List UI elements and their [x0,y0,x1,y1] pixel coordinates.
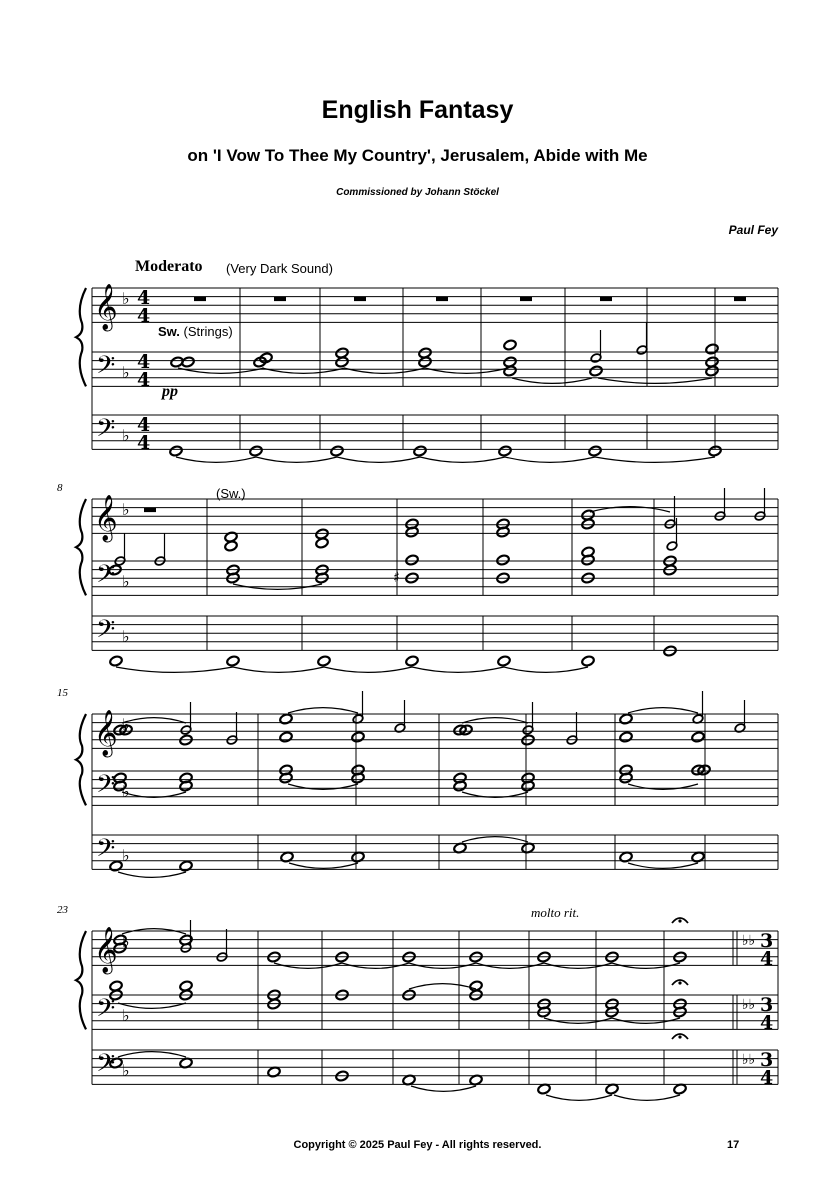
whole-note [351,731,365,743]
key-flat: ♭ [122,500,130,519]
whole-note [169,445,183,457]
whole-note [469,980,483,992]
brace [76,931,86,1029]
whole-note [179,860,193,872]
key-flats: ♭♭ [742,933,756,949]
tie [337,457,420,462]
whole-note [259,352,273,364]
whole-note [496,554,510,566]
bass-clef: 𝄢 [96,994,116,1029]
ritardando-marking: molto rit. [531,905,580,920]
whole-note [497,655,511,667]
whole-note [581,518,595,530]
time-signature-lower: 4 [760,948,774,970]
bass-clef: 𝄢 [96,615,116,650]
tie [512,378,592,383]
fermata-dot [678,981,681,984]
time-signature-upper: 4 [137,287,151,309]
key-flat: ♭ [122,363,130,382]
tie [233,667,324,672]
key-flat: ♭ [122,932,130,951]
whole-note [315,537,329,549]
whole-note [503,365,517,377]
whole-note [335,356,349,368]
measure-number: 8 [57,482,63,494]
registration-manual: Sw. [158,324,180,339]
whole-note [498,445,512,457]
key-flat: ♭ [122,846,130,865]
bass-clef: 𝄢 [96,1049,116,1084]
whole-note [279,713,293,725]
key-flat: ♭ [122,1006,130,1025]
time-signature-lower: 4 [760,1067,774,1089]
time-signature-lower: 4 [137,305,151,327]
tie [118,1052,186,1057]
key-flats: ♭♭ [742,1052,756,1068]
whole-note [619,731,633,743]
whole-note [619,713,633,725]
fermata-dot [678,919,681,922]
whole-rest [354,297,366,302]
tie [411,1086,476,1091]
key-flat: ♭ [122,572,130,591]
tie [409,984,476,989]
key-flat: ♭ [122,426,130,445]
measure-number: 15 [57,687,68,699]
treble-clef: 𝄞 [94,284,118,330]
whole-rest [436,297,448,302]
time-signature-upper: 3 [760,930,774,952]
tie [176,457,256,462]
tie [614,1095,680,1100]
treble-clef: 𝄞 [94,710,118,756]
key-flat: ♭ [122,782,130,801]
brace [76,288,86,386]
time-signature-lower: 4 [137,432,151,454]
tie [628,863,698,868]
registration-stop: (Strings) [183,324,233,339]
whole-note [581,655,595,667]
brace [76,714,86,805]
tie [118,872,186,877]
time-signature-upper: 3 [760,1049,774,1071]
whole-note [705,365,719,377]
tie [289,863,358,868]
tie [412,667,504,672]
tie [598,378,712,383]
tie [546,1095,612,1100]
whole-note [405,655,419,667]
whole-rest [734,297,746,302]
time-signature-lower: 4 [760,1012,774,1034]
whole-note [663,645,677,657]
commission-note: Commissioned by Johann Stöckel [336,187,499,198]
composer-name: Paul Fey [728,223,778,237]
whole-note [705,343,719,355]
whole-note [691,731,705,743]
tie [116,667,233,672]
whole-rest [600,297,612,302]
whole-note [317,655,331,667]
whole-note [503,339,517,351]
bass-clef: 𝄢 [96,834,116,869]
whole-note [330,445,344,457]
tie [256,457,337,462]
whole-note [224,540,238,552]
fermata-dot [678,1035,681,1038]
whole-note [226,655,240,667]
whole-note [708,445,722,457]
page-number: 17 [727,1139,740,1151]
whole-rest [194,297,206,302]
tie [505,457,595,462]
bass-clef: 𝄢 [96,560,116,595]
tie [504,667,588,672]
key-flats: ♭♭ [742,997,756,1013]
tie [595,457,715,462]
whole-note [589,365,603,377]
whole-note [109,655,123,667]
measure-number: 23 [57,904,68,916]
time-signature-upper: 4 [137,414,151,436]
tie [288,708,358,713]
whole-note [181,356,195,368]
treble-clef: 𝄞 [94,495,118,541]
whole-note [249,445,263,457]
whole-note [405,554,419,566]
bass-clef: 𝄢 [96,770,116,805]
dynamic-marking: pp [162,383,178,400]
tie [462,837,528,842]
bass-clef: 𝄢 [96,414,116,449]
whole-rest [520,297,532,302]
time-signature-upper: 4 [137,351,151,373]
time-signature-lower: 4 [137,369,151,391]
whole-rest [144,508,156,512]
whole-note [279,731,293,743]
registration-repeat: (Sw.) [216,486,246,501]
tie [420,457,505,462]
copyright-notice: Copyright © 2025 Paul Fey - All rights reserved. [293,1139,542,1151]
page-title: English Fantasy [321,96,514,124]
time-signature-upper: 3 [760,994,774,1016]
key-flat: ♭ [122,289,130,308]
key-flat: ♭ [122,1061,130,1080]
tempo-note: (Very Dark Sound) [226,261,333,276]
whole-note [413,445,427,457]
key-flat: ♭ [122,627,130,646]
brace [76,499,86,595]
tie [324,667,412,672]
page-subtitle: on 'I Vow To Thee My Country', Jerusalem, Abide with Me [187,146,648,165]
bass-clef: 𝄢 [96,351,116,386]
tie [628,708,698,713]
whole-rest [274,297,286,302]
whole-note [588,445,602,457]
accidental-sharp: ♯ [393,570,400,586]
tempo-marking: Moderato [135,258,203,275]
treble-clef: 𝄞 [94,927,118,973]
whole-note [418,356,432,368]
key-flat: ♭ [122,715,130,734]
